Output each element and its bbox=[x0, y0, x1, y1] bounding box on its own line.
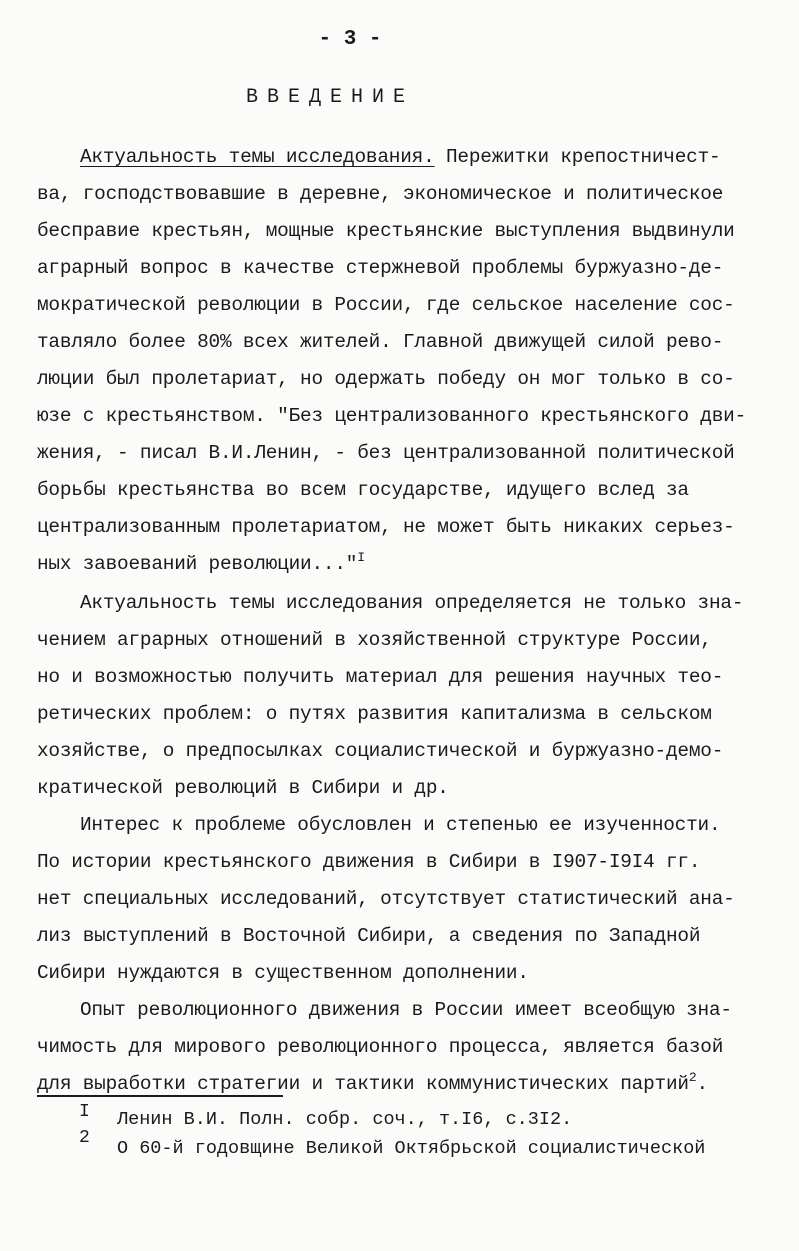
paragraph-2-line: хозяйстве, о предпосылках социалистической и буржуазно-демо- bbox=[37, 740, 724, 762]
footnote-divider bbox=[37, 1095, 283, 1097]
footnote-mark-1: I bbox=[79, 1102, 90, 1122]
paragraph-3-line: По истории крестьянского движения в Сибири в I907-I9I4 гг. bbox=[37, 851, 701, 873]
paragraph-3-line: нет специальных исследований, отсутствует статистический ана- bbox=[37, 888, 735, 910]
footnote-text-2: О 60-й годовщине Великой Октябрьской социалистической bbox=[117, 1138, 706, 1159]
paragraph-1-last-line: ных завоеваний революции..."$^I$ bbox=[37, 550, 365, 575]
paragraph-1-line: аграрный вопрос в качестве стержневой проблемы буржуазно-де- bbox=[37, 257, 724, 279]
section-heading: ВВЕДЕНИЕ bbox=[245, 86, 414, 109]
footnote-mark-2: 2 bbox=[79, 1128, 90, 1148]
paragraph-1-line: ва, господствовавшие в деревне, экономическое и политическое bbox=[37, 183, 724, 205]
paragraph-2-line: ретических проблем: о путях развития капитализма в сельском bbox=[37, 703, 712, 725]
paragraph-2-line: чением аграрных отношений в хозяйственной структуре России, bbox=[37, 629, 712, 651]
paragraph-1-line-1: Актуальность темы исследования. Пережитки крепостничест- bbox=[80, 146, 721, 168]
paragraph-3-line: Сибири нуждаются в существенном дополнении. bbox=[37, 962, 529, 984]
paragraph-1-line: жения, - писал В.И.Ленин, - без централизованной политической bbox=[37, 442, 735, 464]
paragraph-1-line: борьбы крестьянства во всем государстве, идущего вслед за bbox=[37, 479, 689, 501]
paragraph-1-line: люции был пролетариат, но одержать победу он мог только в со- bbox=[37, 368, 735, 390]
topic-relevance-lead: Актуальность темы исследования. bbox=[80, 146, 435, 168]
paragraph-3-line: лиз выступлений в Восточной Сибири, а сведения по Западной bbox=[37, 925, 701, 947]
paragraph-3-line: Интерес к проблеме обусловлен и степенью ее изученности. bbox=[80, 814, 721, 836]
footnote-ref-2: 2 bbox=[688, 1070, 697, 1085]
paragraph-4-line: Опыт революционного движения в России имеет всеобщую зна- bbox=[80, 999, 732, 1021]
paragraph-2-line: кратической революций в Сибири и др. bbox=[37, 777, 449, 799]
paragraph-2-line: Актуальность темы исследования определяется не только зна- bbox=[80, 592, 744, 614]
footnote-ref-1: I bbox=[357, 550, 365, 565]
page-number: - 3 - bbox=[318, 28, 382, 51]
paragraph-1-line: тавляло более 80% всех жителей. Главной движущей силой рево- bbox=[37, 331, 724, 353]
paragraph-1-line: централизованным пролетариатом, не может быть никаких серьез- bbox=[37, 516, 735, 538]
paragraph-2-line: но и возможностью получить материал для решения научных тео- bbox=[37, 666, 724, 688]
paragraph-4-last-line: для выработки стратегии и тактики коммунистических партий$^2$. bbox=[37, 1070, 708, 1095]
paragraph-1-line: юзе с крестьянством. "Без централизованного крестьянского дви- bbox=[37, 405, 747, 427]
paragraph-1-line: мократической революции в России, где сельское население сос- bbox=[37, 294, 735, 316]
paragraph-4-line: чимость для мирового революционного процесса, является базой bbox=[37, 1036, 724, 1058]
paragraph-1-line: бесправие крестьян, мощные крестьянские выступления выдвинули bbox=[37, 220, 735, 242]
footnote-text-1: Ленин В.И. Полн. собр. соч., т.I6, с.3I2. bbox=[117, 1109, 573, 1130]
